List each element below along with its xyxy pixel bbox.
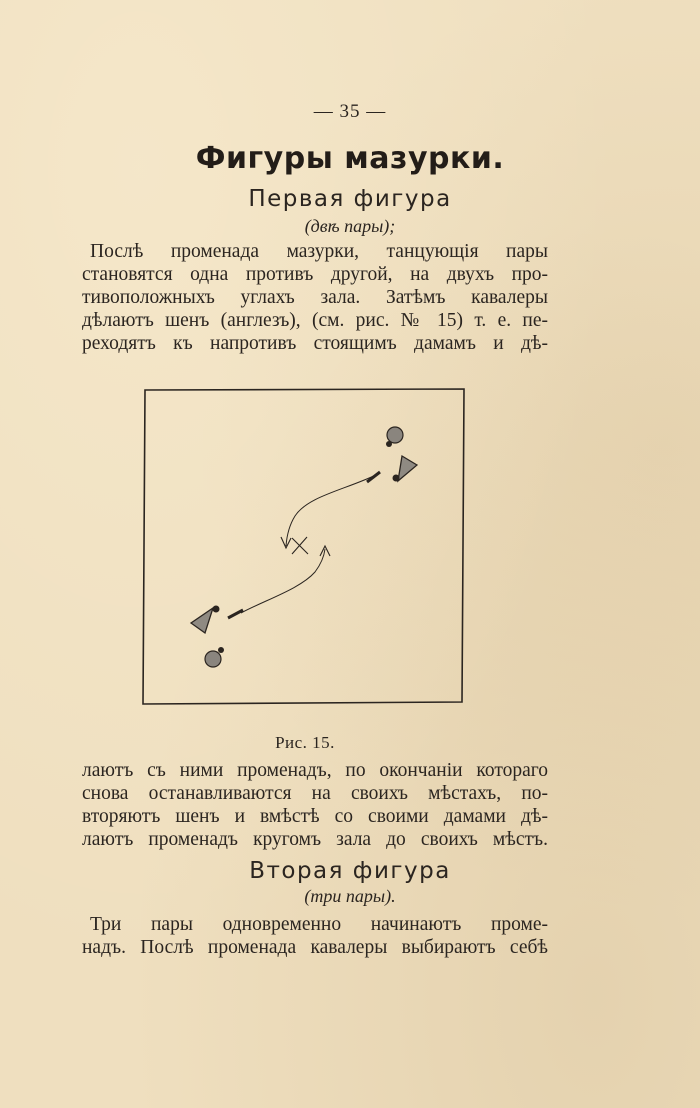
dance-diagram: [140, 386, 466, 708]
paragraph-line: тивоположныхъ углахъ зала. Затѣмъ кавалеры: [82, 287, 548, 308]
section1-subheading: (двѣ пары);: [304, 216, 396, 236]
cavalier-marker: [398, 456, 417, 481]
lady-marker: [387, 427, 403, 443]
section2-heading: Вторая фигура: [249, 858, 451, 884]
cavalier-marker: [191, 608, 213, 633]
cavalier-path: [241, 549, 325, 613]
paragraph-line: Послѣ променада мазурки, танцующія пары: [90, 241, 548, 262]
paragraph-line: Три пары одновременно начинаютъ проме-: [90, 914, 548, 935]
paragraph-line: надъ. Послѣ променада кавалеры выбираютъ себѣ: [82, 937, 548, 958]
paragraph-line: лаютъ променадъ кругомъ зала до своихъ мѣстъ.: [82, 829, 548, 850]
lady-marker: [205, 651, 221, 667]
figure-caption: Рис. 15.: [275, 733, 335, 752]
section1-heading: Первая фигура: [248, 186, 452, 212]
page-title: Фигуры мазурки.: [195, 141, 505, 176]
figure-frame: [143, 389, 464, 704]
center-cross: [292, 537, 308, 554]
paragraph-line: реходятъ къ напротивъ стоящимъ дамамъ и дѣ-: [82, 333, 548, 354]
paragraph-line: вторяютъ шенъ и вмѣстѣ со своими дамами дѣ-: [82, 806, 548, 827]
page-number: — 35 —: [313, 101, 387, 122]
section2-subheading: (три пары).: [304, 886, 396, 906]
paragraph-line: лаютъ съ ними променадъ, по окончаніи котораго: [82, 760, 548, 781]
paragraph-line: дѣлаютъ шенъ (англезъ), (см. рис. № 15) т. е. пе-: [82, 310, 548, 331]
paragraph-line: становятся одна противъ другой, на двухъ про-: [82, 264, 548, 285]
cavalier-path: [286, 474, 378, 546]
paragraph-line: снова останавливаются на своихъ мѣстахъ, по-: [82, 783, 548, 804]
